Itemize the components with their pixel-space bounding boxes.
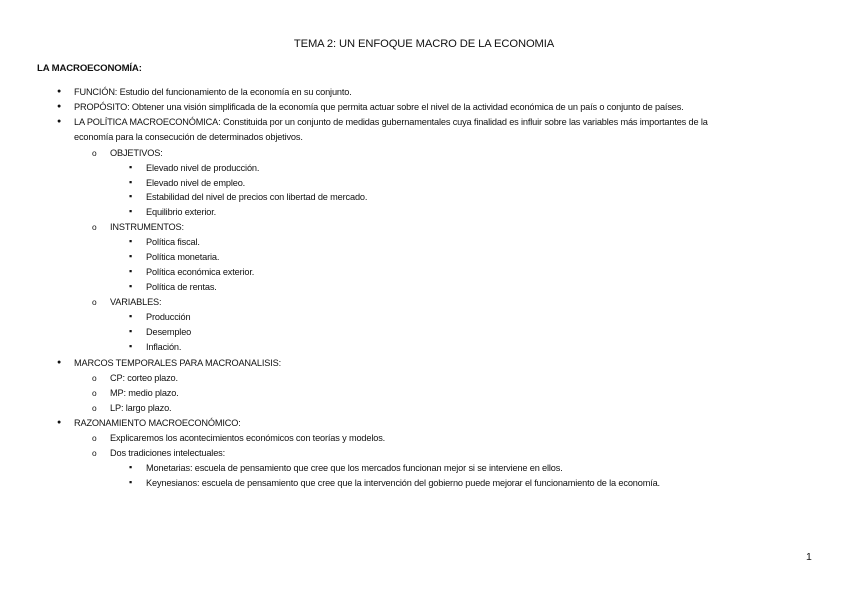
list-item: ● RAZONAMIENTO MACROECONÓMICO:	[74, 417, 241, 429]
sublist-item: o Explicaremos los acontecimientos económicos con teorías y modelos.	[110, 432, 385, 444]
sublist-item: o Dos tradiciones intelectuales:	[110, 447, 225, 459]
list-item: ● LA POLÍTICA MACROECONÓMICA: Constituida por un conjunto de medidas gubernamentales cuya finalidad es influir sobre las variables más importantes de la	[74, 116, 708, 128]
list-item: ● PROPÓSITO: Obtener una visión simplificada de la economía que permita actuar sobre el nivel de la actividad económica de un país o conjunto de países.	[74, 101, 684, 113]
list-item-continuation: economía para la consecución de determinados objetivos.	[74, 132, 303, 142]
sublist-item: o INSTRUMENTOS:	[110, 221, 184, 233]
sublist-item: o LP: largo plazo.	[110, 402, 171, 414]
page-number: 1	[806, 551, 812, 563]
sublist-item: o CP: corteo plazo.	[110, 372, 178, 384]
sublist-item: o VARIABLES:	[110, 296, 161, 308]
subsublist-item: ▪ Equilibrio exterior.	[146, 206, 216, 218]
sublist-item: o MP: medio plazo.	[110, 387, 179, 399]
subsublist-item: ▪ Elevado nivel de empleo.	[146, 177, 245, 189]
subsublist-item: ▪ Política monetaria.	[146, 251, 219, 263]
subsublist-item: ▪ Política económica exterior.	[146, 266, 254, 278]
page-title: TEMA 2: UN ENFOQUE MACRO DE LA ECONOMIA	[293, 38, 555, 50]
subsublist-item: ▪ Estabilidad del nivel de precios con libertad de mercado.	[146, 191, 367, 203]
list-item: ● FUNCIÓN: Estudio del funcionamiento de la economía en su conjunto.	[74, 86, 352, 98]
subsublist-item: ▪ Desempleo	[146, 326, 191, 338]
sublist-item: o OBJETIVOS:	[110, 147, 163, 159]
subsublist-item: ▪ Producción	[146, 311, 190, 323]
subsublist-item: ▪ Política fiscal.	[146, 236, 200, 248]
subsublist-item: ▪ Monetarias: escuela de pensamiento que cree que los mercados funcionan mejor si se interviene en ellos.	[146, 462, 563, 474]
section-heading: LA MACROECONOMÍA:	[37, 63, 142, 74]
subsublist-item: ▪ Elevado nivel de producción.	[146, 162, 259, 174]
subsublist-item: ▪ Política de rentas.	[146, 281, 217, 293]
list-item: ● MARCOS TEMPORALES PARA MACROANALISIS:	[74, 357, 281, 369]
subsublist-item: ▪ Inflación.	[146, 341, 181, 353]
subsublist-item: ▪ Keynesianos: escuela de pensamiento que cree que la intervención del gobierno puede mejorar el funcionamiento de la economía.	[146, 477, 660, 489]
